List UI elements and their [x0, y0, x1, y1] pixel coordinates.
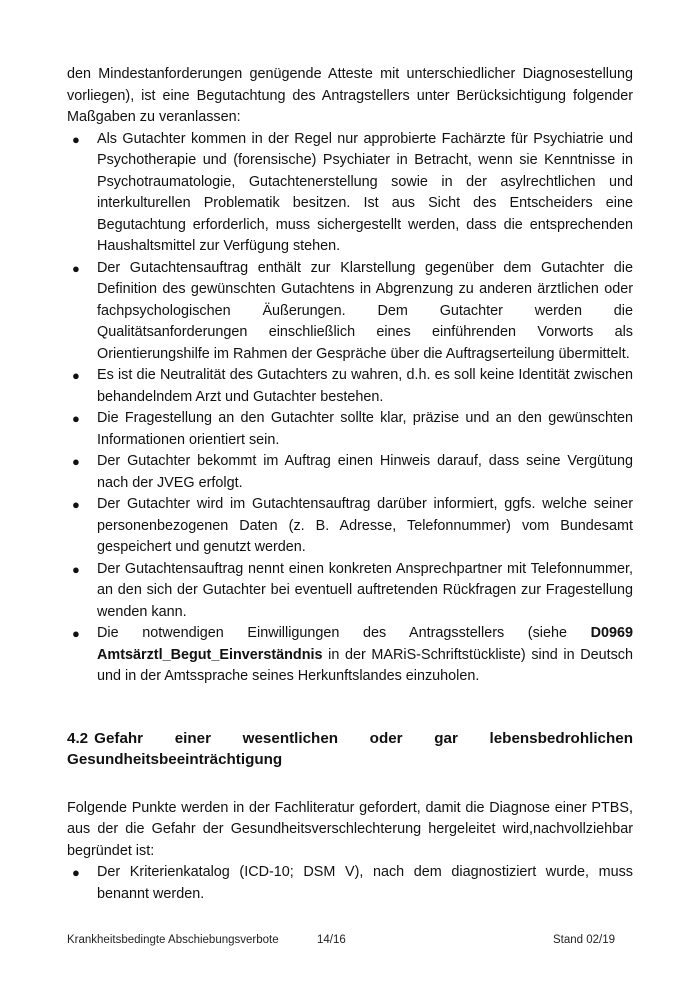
bullet-icon: ● [72, 626, 80, 641]
bullet-icon: ● [72, 260, 80, 276]
bullet-icon: ● [72, 865, 80, 880]
intro-paragraph: den Mindestanforderungen genügende Atteste mit unterschiedlicher Diagnosestellung vorliegen), ist eine Begutachtung des Antragstellers unter Berücksichtigung folgender Maßgaben zu veranlassen: [67, 66, 633, 125]
list-item: ● Die notwendigen Einwilligungen des Antragsstellers (siehe D0969 Amtsärztl_Begut_Einverständnis in der MARiS-Schriftstückliste) sind in Deutsch und in der Amtssprache seines Herkunftslandes einzuholen. [72, 625, 633, 684]
list-item: ● Der Gutachter bekommt im Auftrag einen Hinweis darauf, dass seine Vergütung nach der JVEG erfolgt. [72, 453, 633, 491]
requirements-list [67, 129, 633, 688]
page-number: 14/16 [317, 934, 346, 946]
bullet-icon: ● [72, 497, 80, 512]
bullet-icon: ● [72, 368, 80, 383]
list-item: ● Der Kriterienkatalog (ICD-10; DSM V), nach dem diagnostiziert wurde, muss benannt werden. [72, 864, 633, 902]
bullet-icon: ● [72, 561, 80, 577]
section-paragraph: Folgende Punkte werden in der Fachliteratur gefordert, damit die Diagnose einer PTBS, aus der die Gefahr der Gesundheitsverschlechterung hergeleitet wird,nachvollziehbar begründet ist: [67, 799, 633, 859]
list-item: ● Der Gutachtensauftrag enthält zur Klarstellung gegenüber dem Gutachter die Definition des gewünschten Gutachtens in Abgrenzung zu anderen ärztlichen oder fachpsychologischen Äußerungen. Dem Gutachter werden die Qualitätsanforderungen einschließlich eines einführenden Vorworts als Orientierungshilfe im Rahmen der Gespräche über die Auftragserteilung übermittelt. [72, 259, 633, 362]
list-item: ● Es ist die Neutralität des Gutachters zu wahren, d.h. es soll keine Identität zwischen behandelndem Arzt und Gutachter bestehen. [72, 367, 633, 405]
section-number: 4.2 [67, 729, 89, 747]
footer-document-title: Krankheitsbedingte Abschiebungsverbote [67, 934, 279, 946]
footer-version: Stand 02/19 [552, 934, 615, 946]
list-item: ● Der Gutachtensauftrag nennt einen konkreten Ansprechpartner mit Telefonnummer, an den sich der Gutachter bei eventuell auftretenden Rückfragen zur Fragestellung wenden kann. [72, 560, 633, 620]
bullet-icon: ● [72, 454, 80, 469]
list-item: ● Die Fragestellung an den Gutachter sollte klar, präzise und an den gewünschten Informationen orientiert sein. [72, 410, 633, 448]
bullet-icon: ● [72, 411, 80, 426]
bullet-icon: ● [72, 131, 80, 147]
section-heading [67, 728, 633, 771]
document-reference: D0969 Amtsärztl_Begut_Einverständnis [97, 625, 633, 663]
section-title: Gefahr einer wesentlichen oder gar lebensbedrohlichen Gesundheitsbeeinträchtigung [67, 729, 633, 768]
list-item: ● Der Gutachter wird im Gutachtensauftrag darüber informiert, ggfs. welche seiner personenbezogenen Daten (z. B. Adresse, Telefonnummer) vom Bundesamt gespeichert und genutzt werden. [72, 496, 633, 555]
list-item: ● Als Gutachter kommen in der Regel nur approbierte Fachärzte für Psychiatrie und Psychotherapie und (forensische) Psychiater in Betracht, wenn sie Kenntnisse in Psychotraumatologie, Gutachtenerstellung sowie in der asylrechtlichen und interkulturellen Problematik besitzen. Ist aus Sicht des Entscheiders eine Begutachtung erforderlich, muss sichergestellt werden, dass die entsprechenden Haushaltsmittel zur Verfügung stehen. [72, 130, 633, 254]
document-body [67, 64, 633, 905]
section-list [67, 862, 633, 905]
